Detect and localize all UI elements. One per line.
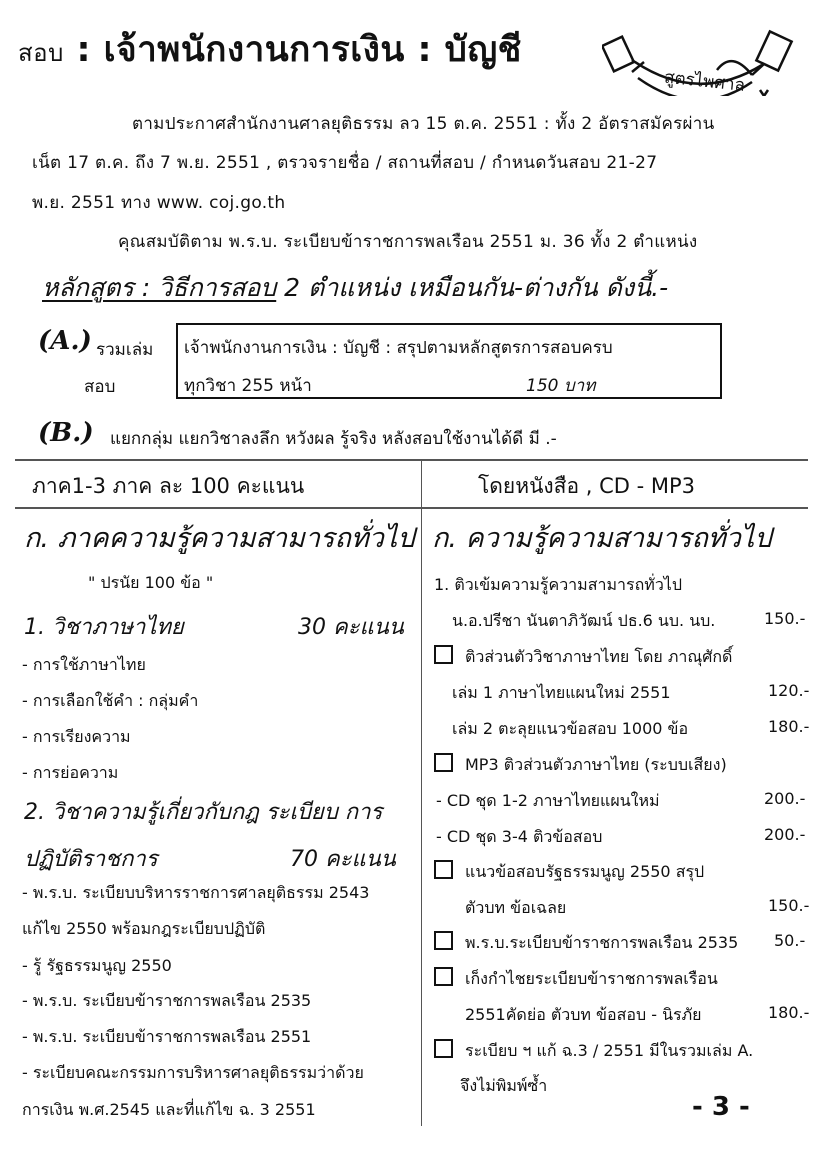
option-a-box-line-2: ทุกวิชา 255 หน้า [184, 376, 312, 396]
checkbox[interactable] [434, 753, 453, 772]
right-item-price: 180.- [768, 1003, 810, 1022]
subject-2-item: - พ.ร.บ. ระเบียบข้าราชการพลเรือน 2551 [22, 1027, 312, 1046]
checkbox[interactable] [434, 645, 453, 664]
right-item-price: 200.- [764, 789, 806, 808]
page-number: - 3 - [692, 1092, 750, 1122]
right-item-price: 150.- [764, 609, 806, 628]
subject-2-item: การเงิน พ.ศ.2545 และที่แก้ไข ฉ. 3 2551 [22, 1100, 316, 1119]
intro-line-1: ตามประกาศสำนักงานศาลยุติธรรม ลว 15 ต.ค. 2551 : ทั้ง 2 อัตราสมัครผ่าน [132, 114, 715, 134]
intro-line-3: พ.ย. 2551 ทาง www. coj.go.th [32, 193, 286, 213]
title-text: : เจ้าพนักงานการเงิน : บัญชี [76, 30, 522, 70]
qualification-line: คุณสมบัติตาม พ.ร.บ. ระเบียบข้าราชการพลเรือน 2551 ม. 36 ทั้ง 2 ตำแหน่ง [118, 232, 698, 252]
subject-2-item: แก้ไข 2550 พร้อมกฎระเบียบปฏิบัติ [22, 919, 266, 938]
scroll-logo [602, 20, 797, 96]
subject-2-item: - รู้ รัฐธรรมนูญ 2550 [22, 956, 172, 975]
option-a-side-2: สอบ [84, 377, 116, 397]
table-column-divider [421, 459, 422, 1126]
right-item: 1. ติวเข้มความรู้ความสามารถทั่วไป [434, 575, 683, 594]
right-item: - CD ชุด 3-4 ติวข้อสอบ [436, 827, 603, 846]
course-heading-rest: 2 ตำแหน่ง เหมือนกัน-ต่างกัน ดังนี้.- [276, 273, 669, 302]
subject-1-item: - การเรียงความ [22, 727, 131, 746]
subject-1-item: - การเลือกใช้คำ : กลุ่มคำ [22, 691, 199, 710]
right-item: ติวส่วนตัววิชาภาษาไทย โดย ภาณุศักดิ์ [434, 645, 732, 670]
right-item: เล่ม 1 ภาษาไทยแผนใหม่ 2551 [452, 683, 671, 702]
right-item-price: 150.- [768, 896, 810, 915]
page-title [18, 22, 522, 77]
left-column-header: ภาค1-3 ภาค ละ 100 คะแนน [32, 474, 305, 498]
left-section-note: " ปรนัย 100 ข้อ " [88, 573, 214, 592]
subject-2-title-line-2: ปฏิบัติราชการ [24, 847, 158, 872]
subject-2-item: - ระเบียบคณะกรรมการบริหารศาลยุติธรรมว่าด้วย [22, 1063, 364, 1082]
option-b-label: (B.) [38, 418, 94, 448]
right-item: 2551คัดย่อ ตัวบท ข้อสอบ - นิรภัย [465, 1005, 702, 1024]
right-item: เล่ม 2 ตะลุยแนวข้อสอบ 1000 ข้อ [452, 719, 689, 738]
subject-2-item: - พ.ร.บ. ระเบียบบริหารราชการศาลยุติธรรม 2543 [22, 883, 370, 902]
right-item-price: 50.- [774, 931, 806, 950]
option-b-text: แยกกลุ่ม แยกวิชาลงลึก หวังผล รู้จริง หลังสอบใช้งานได้ดี มี .- [110, 429, 557, 449]
option-a-price: 150 บาท [526, 376, 596, 396]
intro-line-2: เน็ต 17 ต.ค. ถึง 7 พ.ย. 2551 , ตรวจรายชื่อ / สถานที่สอบ / กำหนดวันสอบ 21-27 [32, 153, 658, 173]
right-item: MP3 ติวส่วนตัวภาษาไทย (ระบบเสียง) [434, 753, 727, 778]
left-section-title: ก. ภาคความรู้ความสามารถทั่วไป [24, 523, 415, 554]
right-item-price: 180.- [768, 717, 810, 736]
table-header-border [15, 507, 808, 509]
right-item: ตัวบท ข้อเฉลย [465, 898, 567, 917]
right-item: พ.ร.บ.ระเบียบข้าราชการพลเรือน 2535 [434, 931, 738, 956]
right-item: - CD ชุด 1-2 ภาษาไทยแผนใหม่ [436, 791, 660, 810]
subject-2-title-line-1: 2. วิชาความรู้เกี่ยวกับกฎ ระเบียบ การ [24, 800, 383, 825]
right-item: น.อ.ปรีชา นันตาภิวัฒน์ ปธ.6 นบ. นบ. [452, 611, 716, 630]
subject-2-score: 70 คะแนน [290, 847, 396, 872]
right-item: ระเบียบ ฯ แก้ ฉ.3 / 2551 มีในรวมเล่ม A. [434, 1039, 753, 1064]
checkbox[interactable] [434, 1039, 453, 1058]
scroll-logo-icon [602, 20, 797, 96]
subject-1-item: - การย่อความ [22, 763, 119, 782]
subject-1-score: 30 คะแนน [298, 615, 404, 640]
option-a-side-1: รวมเล่ม [96, 340, 154, 360]
svg-text:สูตรไพศาล: สูตรไพศาล [663, 67, 746, 96]
subject-1-item: - การใช้ภาษาไทย [22, 655, 146, 674]
option-a-label: (A.) [38, 326, 92, 356]
checkbox[interactable] [434, 931, 453, 950]
subject-2-item: - พ.ร.บ. ระเบียบข้าราชการพลเรือน 2535 [22, 991, 312, 1010]
right-item: จึงไม่พิมพ์ซ้ำ [460, 1076, 548, 1095]
right-item: แนวข้อสอบรัฐธรรมนูญ 2550 สรุป [434, 860, 704, 885]
course-heading-underlined: หลักสูตร : วิธีการสอบ [42, 273, 277, 302]
right-item-price: 200.- [764, 825, 806, 844]
right-section-title: ก. ความรู้ความสามารถทั่วไป [432, 523, 772, 554]
title-prefix: สอบ [18, 39, 64, 67]
checkbox[interactable] [434, 860, 453, 879]
option-a-box-line-1: เจ้าพนักงานการเงิน : บัญชี : สรุปตามหลักสูตรการสอบครบ [184, 338, 613, 358]
right-item-price: 120.- [768, 681, 810, 700]
right-column-header: โดยหนังสือ , CD - MP3 [478, 474, 696, 498]
course-heading [42, 268, 668, 308]
table-top-border [15, 459, 808, 461]
checkbox[interactable] [434, 967, 453, 986]
subject-1-title: 1. วิชาภาษาไทย [24, 615, 184, 640]
right-item: เก็งกำไชยระเบียบข้าราชการพลเรือน [434, 967, 718, 992]
